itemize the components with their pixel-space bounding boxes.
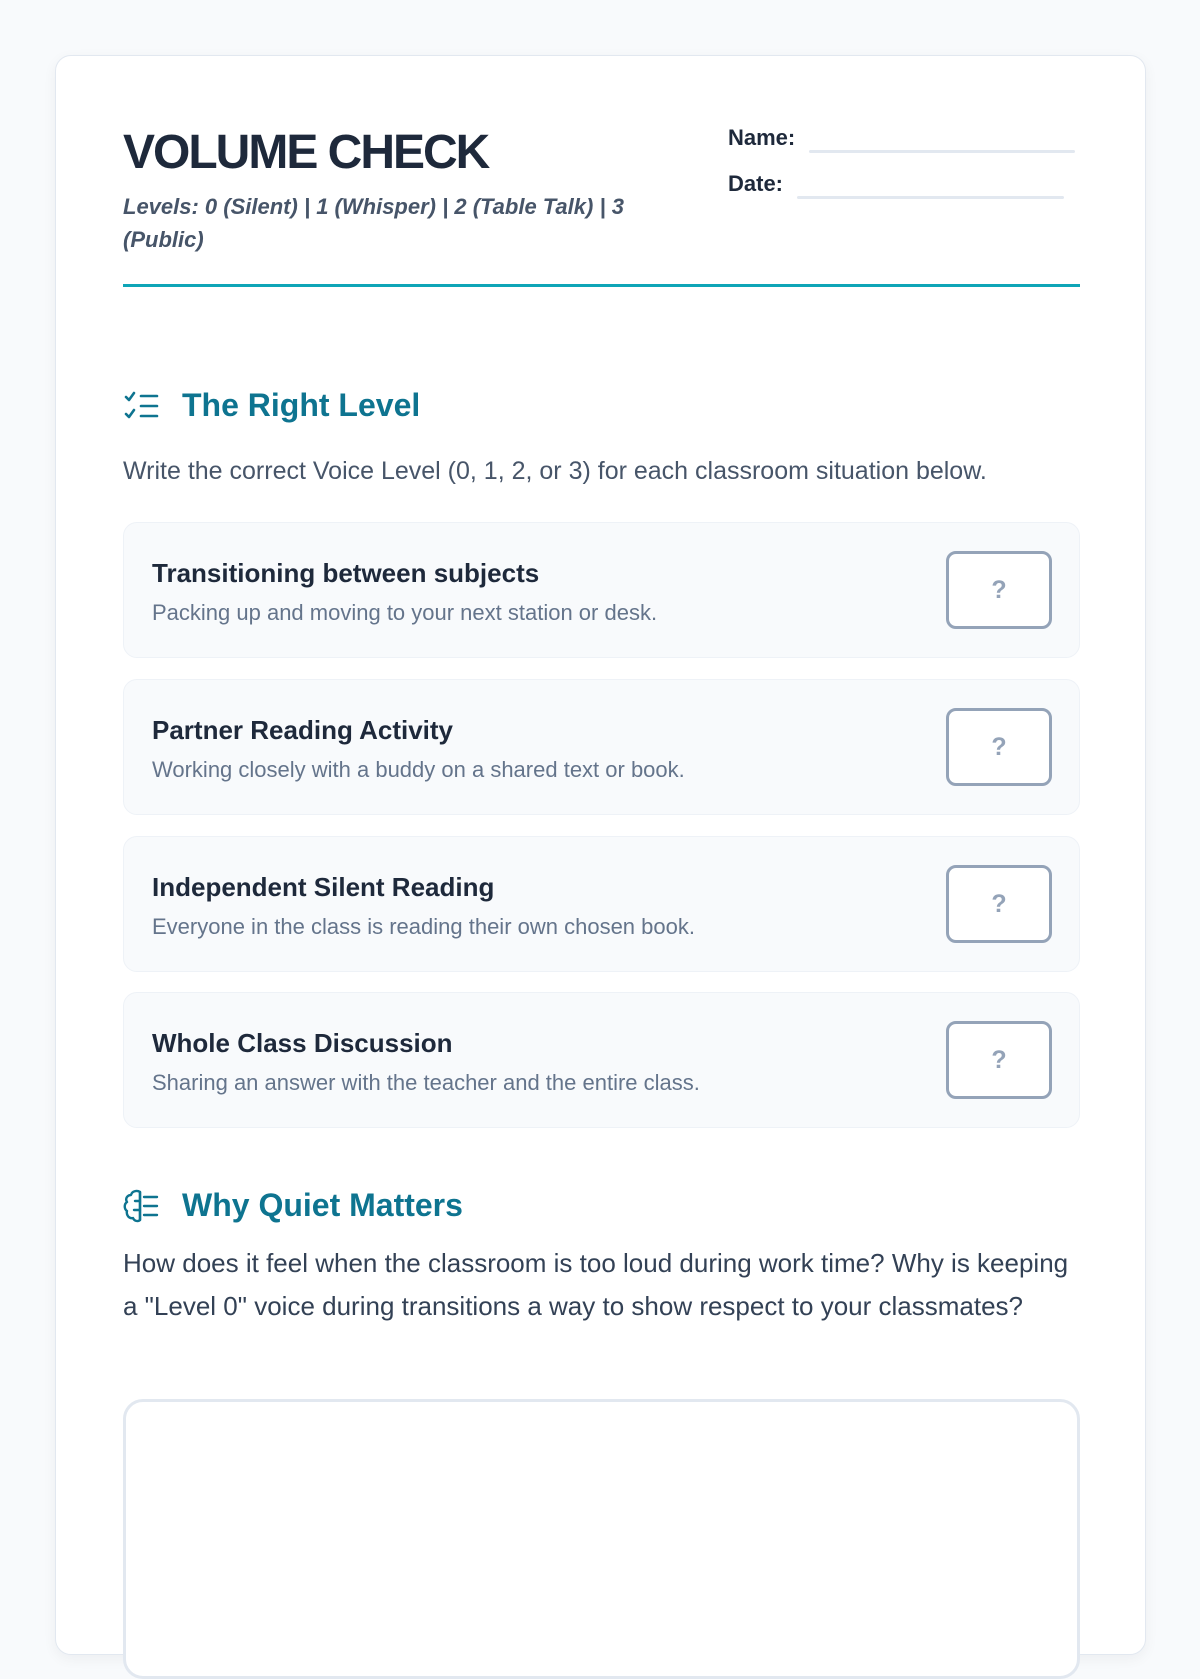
reflection-answer-area[interactable] <box>123 1399 1080 1679</box>
page-title: VOLUME CHECK <box>123 126 489 179</box>
section-why-quiet-heading <box>123 1187 463 1224</box>
level-answer-box[interactable]: ? <box>946 551 1052 629</box>
level-answer-box[interactable]: ? <box>946 865 1052 943</box>
worksheet-header <box>123 56 1080 287</box>
section-title: The Right Level <box>182 387 421 423</box>
section-instructions: Write the correct Voice Level (0, 1, 2, or 3) for each classroom situation below. <box>123 457 987 485</box>
situation-title: Independent Silent Reading <box>152 872 495 902</box>
situation-description: Sharing an answer with the teacher and the entire class. <box>152 1070 700 1095</box>
levels-subtitle: Levels: 0 (Silent) | 1 (Whisper) | 2 (Table Talk) | 3 (Public) <box>123 194 624 252</box>
situation-description: Packing up and moving to your next station or desk. <box>152 600 658 625</box>
checklist-icon <box>123 388 159 424</box>
situation-card <box>123 522 1080 658</box>
situation-description: Working closely with a buddy on a shared text or book. <box>152 757 685 782</box>
name-line[interactable] <box>809 150 1075 153</box>
level-answer-box[interactable]: ? <box>946 1021 1052 1099</box>
brain-icon <box>123 1188 159 1224</box>
section-title: Why Quiet Matters <box>182 1187 463 1223</box>
section-right-level-heading <box>123 387 420 424</box>
name-field[interactable] <box>728 125 1075 151</box>
situation-card <box>123 836 1080 972</box>
situation-title: Transitioning between subjects <box>152 558 540 588</box>
situation-card <box>123 679 1080 815</box>
date-field[interactable] <box>728 171 1064 197</box>
situation-card <box>123 992 1080 1128</box>
name-label: Name: <box>728 125 796 150</box>
situation-title: Partner Reading Activity <box>152 715 454 745</box>
situation-title: Whole Class Discussion <box>152 1028 453 1058</box>
level-answer-box[interactable]: ? <box>946 708 1052 786</box>
situation-description: Everyone in the class is reading their own chosen book. <box>152 914 695 939</box>
worksheet <box>55 55 1146 1655</box>
date-label: Date: <box>728 171 784 196</box>
date-line[interactable] <box>797 196 1064 199</box>
reflection-question: How does it feel when the classroom is too loud during work time? Why is keeping a "Level 0" voice during transitions a way to show respect to your classmates? <box>123 1248 1069 1321</box>
